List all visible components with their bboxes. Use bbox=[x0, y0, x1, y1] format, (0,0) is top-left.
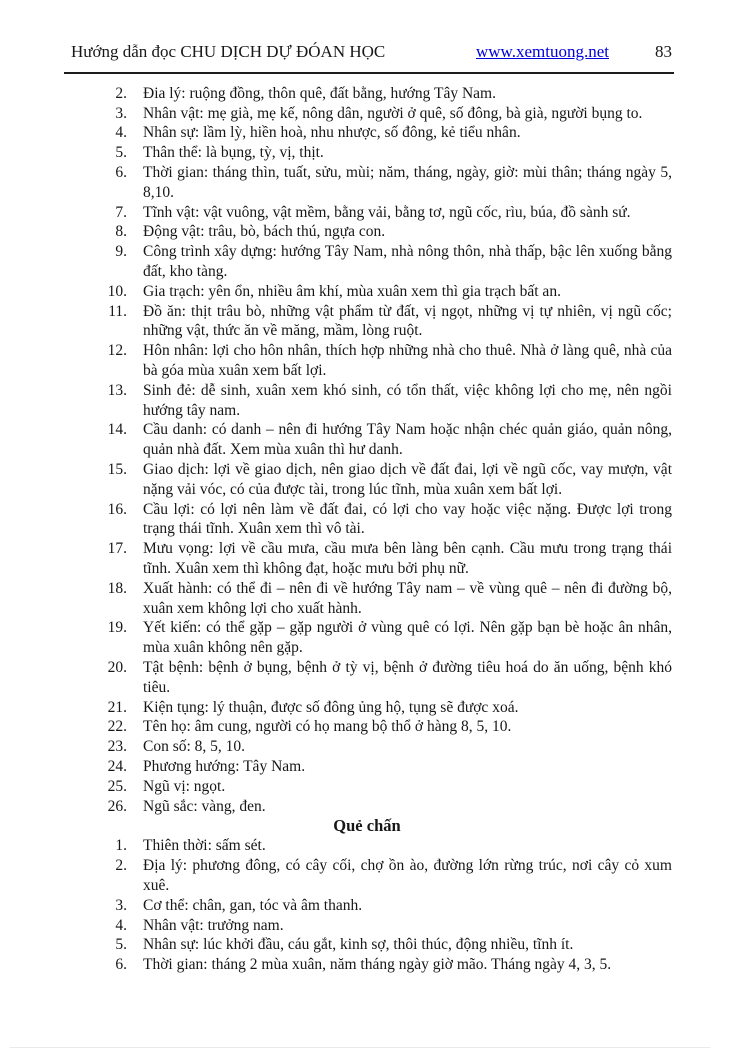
page-header bbox=[0, 0, 744, 61]
item-text: Thời gian: tháng 2 mùa xuân, năm tháng ngày giờ mão. Tháng ngày 4, 3, 5. bbox=[143, 956, 612, 974]
item-number: 15. bbox=[107, 460, 127, 478]
item-number: 14. bbox=[107, 421, 127, 439]
list-item bbox=[62, 104, 672, 124]
item-number: 1. bbox=[115, 837, 127, 855]
item-text: Hôn nhân: lợi cho hôn nhân, thích hợp những nhà cho thuê. Nhà ở làng quê, nhà của bà góa mùa xuân xem bất lợi. bbox=[143, 342, 672, 379]
item-number: 3. bbox=[115, 896, 127, 914]
list-item bbox=[62, 658, 672, 698]
item-text: Nhân sự: lầm lỳ, hiền hoà, nhu nhược, số đông, kẻ tiểu nhân. bbox=[143, 124, 521, 142]
item-text: Gia trạch: yên ổn, nhiều âm khí, mùa xuân xem thì gia trạch bất an. bbox=[143, 282, 561, 300]
list-item bbox=[62, 163, 672, 203]
item-number: 4. bbox=[115, 916, 127, 934]
header-link[interactable]: www.xemtuong.net bbox=[476, 42, 609, 61]
item-text: Tên họ: âm cung, người có họ mang bộ thổ ở hàng 8, 5, 10. bbox=[143, 718, 512, 736]
item-number: 19. bbox=[107, 619, 127, 637]
item-number: 4. bbox=[115, 124, 127, 142]
item-number: 10. bbox=[107, 282, 127, 300]
item-text: Công trình xây dựng: hướng Tây Nam, nhà nông thôn, nhà thấp, bậc lên xuống bằng đất, kho tàng. bbox=[143, 243, 672, 281]
item-text: Con số: 8, 5, 10. bbox=[143, 738, 246, 756]
item-text: Ngũ sắc: vàng, đen. bbox=[143, 797, 266, 815]
list-item bbox=[62, 896, 672, 916]
item-text: Nhân sự: lúc khởi đầu, cáu gắt, kinh sợ, thôi thúc, động nhiều, tĩnh ít. bbox=[143, 936, 574, 954]
header-title: Hướng dẫn đọc CHU DỊCH DỰ ĐÓAN HỌC bbox=[71, 42, 386, 61]
list-item bbox=[62, 84, 672, 104]
list-item bbox=[62, 143, 672, 163]
item-text: Xuất hành: có thể đi – nên đi về hướng Tây nam – về vùng quê – nên đi đường bộ, xuân xem không lợi cho xuất hành. bbox=[143, 579, 672, 617]
list-item bbox=[62, 539, 672, 579]
item-text: Cầu danh: có danh – nên đi hướng Tây Nam hoặc nhận chéc quản giáo, quản nông, quản nhà đất. Xem mùa xuân thì hư danh. bbox=[143, 421, 672, 459]
list-item bbox=[62, 341, 672, 381]
item-text: Phương hướng: Tây Nam. bbox=[143, 757, 306, 775]
list-item bbox=[62, 302, 672, 342]
item-text: Nhân vật: mẹ già, mẹ kế, nông dân, người ở quê, số đông, bà già, người bụng to. bbox=[143, 104, 643, 122]
page-number: 83 bbox=[655, 42, 672, 61]
item-number: 17. bbox=[107, 540, 127, 558]
que-khon-list bbox=[62, 84, 672, 816]
item-number: 2. bbox=[115, 857, 127, 875]
list-item bbox=[62, 757, 672, 777]
list-item bbox=[62, 282, 672, 302]
item-number: 5. bbox=[115, 936, 127, 954]
list-item bbox=[62, 777, 672, 797]
list-item bbox=[62, 579, 672, 619]
item-number: 25. bbox=[107, 777, 127, 795]
list-item bbox=[62, 698, 672, 718]
item-number: 8. bbox=[115, 223, 127, 241]
list-item bbox=[62, 123, 672, 143]
item-text: Yết kiến: có thể gặp – gặp người ở vùng quê có lợi. Nên gặp bạn bè hoặc ân nhân, mùa xuân không nên gặp. bbox=[143, 619, 672, 657]
item-text: Động vật: trâu, bò, bách thú, ngựa con. bbox=[143, 223, 386, 241]
item-number: 11. bbox=[108, 302, 127, 320]
item-number: 9. bbox=[115, 243, 127, 261]
list-item bbox=[62, 836, 672, 856]
item-text: Ngũ vị: ngọt. bbox=[143, 777, 226, 795]
item-number: 6. bbox=[115, 164, 127, 182]
item-text: Thời gian: tháng thìn, tuất, sửu, mùi; năm, tháng, ngày, giờ: mùi thân; tháng ngày 5, 8,10. bbox=[143, 164, 672, 201]
list-item bbox=[62, 420, 672, 460]
item-number: 12. bbox=[107, 342, 127, 360]
list-item bbox=[62, 460, 672, 500]
item-text: Cầu lợi: có lợi nên làm về đất đai, có lợi cho vay hoặc việc nặng. Được lợi trong trạng thái tĩnh. Xuân xem thì vô tài. bbox=[143, 500, 672, 538]
item-number: 23. bbox=[107, 738, 127, 756]
list-item bbox=[62, 916, 672, 936]
item-text: Sinh đẻ: dễ sinh, xuân xem khó sinh, có tổn thất, việc không lợi cho mẹ, nên ngồi hướng tây nam. bbox=[143, 381, 672, 419]
item-number: 26. bbox=[107, 797, 127, 815]
item-text: Cơ thể: chân, gan, tóc và âm thanh. bbox=[143, 896, 363, 914]
document-body bbox=[62, 84, 672, 975]
item-text: Thiên thời: sấm sét. bbox=[143, 837, 266, 855]
item-number: 24. bbox=[107, 757, 127, 775]
list-item bbox=[62, 797, 672, 817]
section-heading-que-chan: Quẻ chấn bbox=[333, 816, 401, 836]
list-item bbox=[62, 955, 672, 975]
header-rule bbox=[64, 72, 674, 74]
list-item bbox=[62, 737, 672, 757]
list-item bbox=[62, 935, 672, 955]
list-item bbox=[62, 242, 672, 282]
list-item bbox=[62, 203, 672, 223]
item-number: 22. bbox=[107, 718, 127, 736]
item-number: 13. bbox=[107, 381, 127, 399]
item-text: Đồ ăn: thịt trâu bò, những vật phẩm từ đất, vị ngọt, những vị tự nhiên, vị ngũ cốc; những vật, thức ăn về măng, mầm, lòng ruột. bbox=[143, 302, 672, 340]
item-number: 2. bbox=[115, 84, 127, 102]
item-text: Tật bệnh: bệnh ở bụng, bệnh ở tỳ vị, bệnh ở đường tiêu hoá do ăn uống, bệnh khó tiêu. bbox=[143, 658, 672, 696]
item-number: 7. bbox=[115, 203, 127, 221]
item-number: 21. bbox=[107, 698, 127, 716]
page-bottom-edge bbox=[10, 1047, 710, 1048]
item-number: 20. bbox=[107, 658, 127, 676]
list-item bbox=[62, 500, 672, 540]
item-text: Kiện tụng: lý thuận, được số đông ủng hộ, tụng sẽ được xoá. bbox=[143, 698, 519, 716]
item-text: Đia lý: ruộng đồng, thôn quê, đất bằng, hướng Tây Nam. bbox=[143, 84, 496, 102]
list-item bbox=[62, 618, 672, 658]
list-item bbox=[62, 381, 672, 421]
item-text: Mưu vọng: lợi về cầu mưa, cầu mưa bên làng bên cạnh. Cầu mưu trong trạng thái tĩnh. Xuân xem thì không đạt, hoặc mưu bởi phụ nữ. bbox=[143, 540, 672, 577]
item-text: Giao dịch: lợi về giao dịch, nên giao dịch về đất đai, lợi về ngũ cốc, vay mượn, vật nặng vải vóc, có của được tài, trong lúc tĩnh, mùa xuân xem bất lợi. bbox=[143, 460, 672, 498]
item-text: Thân thể: là bụng, tỳ, vị, thịt. bbox=[143, 144, 324, 162]
item-text: Tĩnh vật: vật vuông, vật mềm, bằng vải, bằng tơ, ngũ cốc, rìu, búa, đồ sành sứ. bbox=[143, 203, 631, 221]
item-number: 3. bbox=[115, 104, 127, 122]
list-item bbox=[62, 222, 672, 242]
list-item bbox=[62, 717, 672, 737]
que-chan-list bbox=[62, 836, 672, 975]
item-number: 18. bbox=[107, 579, 127, 597]
item-number: 16. bbox=[107, 500, 127, 518]
item-text: Địa lý: phương đông, có cây cối, chợ ồn ào, đường lớn rừng trúc, nơi cây cỏ xum xuê. bbox=[143, 857, 672, 894]
item-number: 5. bbox=[115, 144, 127, 162]
item-number: 6. bbox=[115, 956, 127, 974]
item-text: Nhân vật: trưởng nam. bbox=[143, 916, 284, 934]
list-item bbox=[62, 856, 672, 896]
